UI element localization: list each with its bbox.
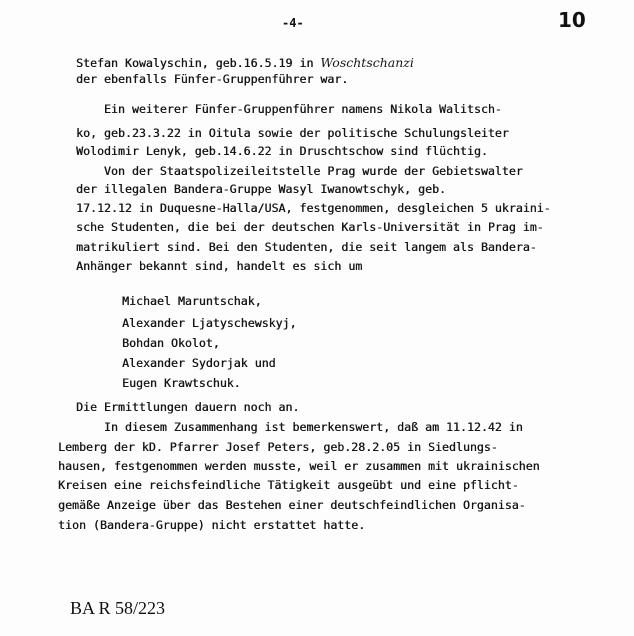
text-line: 17.12.12 in Duquesne-Halla/USA, festgenommen, desgleichen 5 ukraini- — [76, 201, 551, 215]
student-list-item: Bohdan Okolot, — [122, 336, 220, 350]
archive-reference: BA R 58/223 — [70, 598, 166, 618]
text-line: gemäße Anzeige über das Bestehen einer deutschfeindlichen Organisa- — [58, 498, 526, 512]
text-line: hausen, festgenommen werden musste, weil er zusammen mit ukrainischen — [58, 459, 540, 473]
text-line: tion (Bandera-Gruppe) nicht erstattet hatte. — [58, 518, 366, 532]
text-line: Ein weiterer Fünfer-Gruppenführer namens Nikola Walitsch- — [76, 102, 502, 116]
student-list-item: Alexander Sydorjak und — [122, 356, 276, 370]
text-line: Die Ermittlungen dauern noch an. — [76, 400, 300, 414]
text-line: der ebenfalls Fünfer-Gruppenführer war. — [76, 72, 349, 86]
place-name: Woschtschanzi — [320, 55, 414, 70]
text-line: Von der Staatspolizeileitstelle Prag wurde der Gebietswalter — [76, 164, 523, 178]
text-line: Kreisen eine reichsfeindliche Tätigkeit ausgeübt und eine pflicht- — [58, 478, 519, 492]
student-list-item: Alexander Ljatyschewskyj, — [122, 316, 297, 330]
text-line: In diesem Zusammenhang ist bemerkenswert, daß am 11.12.42 in — [76, 420, 523, 434]
page-number: 10 — [558, 8, 586, 32]
text-line: Stefan Kowalyschin, geb.16.5.19 in Woschtschanzi — [76, 55, 414, 70]
student-list-item: Eugen Krawtschuk. — [122, 376, 241, 390]
text-line: der illegalen Bandera-Gruppe Wasyl Iwanowtschyk, geb. — [76, 182, 446, 196]
text-line: Lemberg der kD. Pfarrer Josef Peters, geb.28.2.05 in Siedlungs- — [58, 440, 498, 454]
text-line: Wolodimir Lenyk, geb.14.6.22 in Druschtschow sind flüchtig. — [76, 144, 488, 158]
text-line: matrikuliert sind. Bei den Studenten, die seit langem als Bandera- — [76, 240, 537, 254]
student-list-item: Michael Maruntschak, — [122, 294, 262, 308]
text-line: ko, geb.23.3.22 in Oitula sowie der politische Schulungsleiter — [76, 126, 509, 140]
page-dash-number: -4- — [282, 16, 304, 30]
text-line: sche Studenten, die bei der deutschen Karls-Universität in Prag im- — [76, 220, 544, 234]
text-line: Anhänger bekannt sind, handelt es sich um — [76, 259, 363, 273]
